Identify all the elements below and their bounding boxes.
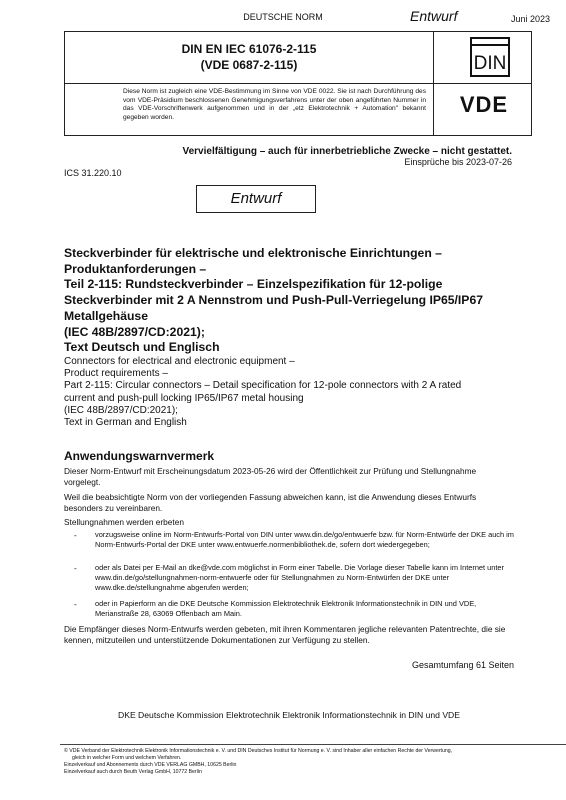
title-english-line: Part 2-115: Circular connectors – Detail specification for 12-pole connectors with 2 A rated <box>64 380 462 392</box>
title-english <box>64 356 514 429</box>
document-number <box>65 41 433 73</box>
din-logo-text: DIN <box>473 53 507 74</box>
document-number-vde: (VDE 0687-2-115) <box>200 58 298 72</box>
title-english-line: Text in German and English <box>64 417 187 429</box>
paragraph-comments-requested: Stellungnahmen werden erbeten <box>64 517 184 527</box>
norm-label: DEUTSCHE NORM <box>243 12 323 22</box>
copyright-line: gleich in welcher Form und welchem Verfahren. <box>72 755 182 761</box>
total-pages: Gesamtumfang 61 Seiten <box>411 660 514 670</box>
title-german-line: Produktanforderungen – <box>64 261 207 276</box>
title-german-line: Text Deutsch und Englisch <box>64 340 220 355</box>
din-logo <box>470 37 510 77</box>
list-bullet: - <box>74 563 77 573</box>
title-english-line: Product requirements – <box>64 368 168 380</box>
list-item-online: vorzugsweise online im Norm-Entwurfs-Portal von DIN unter www.din.de/go/entwuerfe bzw. für Norm-Entwürfe der DKE auch im Norm-Entwurfs-Portal der DKE unter www.entwuerfe.normenbibliothek.de, sofern dort wiedergegeben; <box>95 530 514 549</box>
copyright-notice <box>64 748 566 776</box>
draft-label: Entwurf <box>410 8 458 24</box>
title-german-line: Metallgehäuse <box>64 308 148 323</box>
title-german-line: (IEC 48B/2897/CD:2021); <box>64 324 205 339</box>
box-horizontal-divider <box>65 83 531 84</box>
footer-divider <box>60 744 566 745</box>
title-german-line: Teil 2-115: Rundsteckverbinder – Einzelspezifikation für 12-polige <box>64 277 443 292</box>
title-english-line: (IEC 48B/2897/CD:2021); <box>64 404 178 416</box>
title-german-line: Steckverbinder mit 2 A Nennstrom und Push-Pull-Verriegelung IP65/IP67 <box>64 293 483 308</box>
list-bullet: - <box>74 530 77 540</box>
vde-logo: VDE <box>459 92 509 117</box>
issue-date: Juni 2023 <box>510 14 550 24</box>
document-number-din: DIN EN IEC 61076-2-115 <box>181 42 317 56</box>
footer-organization: DKE Deutsche Kommission Elektrotechnik Elektronik Informationstechnik in DIN und VDE <box>118 710 460 720</box>
vde-notice: Diese Norm ist zugleich eine VDE-Bestimmung im Sinne von VDE 0022. Sie ist nach Durchführung des vom VDE-Präsidium beschlossenen Genehmigungsverfahrens unter der oben angeführten Nummer in das VDE-Vorschriftenwerk aufgenommen und in der „etz Elektrotechnik + Automation" bekannt gegeben worden. <box>123 88 426 121</box>
paragraph-publication: Dieser Norm-Entwurf mit Erscheinungsdatum 2023-05-26 wird der Öffentlichkeit zur Prüfung und Stellungnahme vorgelegt. <box>64 466 477 487</box>
title-german <box>64 246 514 356</box>
title-box <box>64 31 532 136</box>
reproduction-notice: Vervielfältigung – auch für innerbetriebliche Zwecke – nicht gestattet. <box>182 146 512 157</box>
paragraph-deviation: Weil die beabsichtigte Norm von der vorliegenden Fassung abweichen kann, ist die Anwendung dieses Entwurfs besonders zu vereinbaren. <box>64 492 477 513</box>
list-bullet: - <box>74 599 77 609</box>
objections-deadline: Einsprüche bis 2023-07-26 <box>404 157 512 167</box>
application-warning-heading: Anwendungswarnvermerk <box>64 449 215 463</box>
title-english-line: current and push-pull locking IP65/IP67 metal housing <box>64 392 304 404</box>
title-english-line: Connectors for electrical and electronic equipment – <box>64 356 295 367</box>
copyright-line: © VDE Verband der Elektrotechnik Elektronik Informationstechnik e. V. und DIN Deutsches Institut für Normung e. V. sind Inhaber aller einfachen Rechte der Verwertung, <box>64 748 453 754</box>
copyright-line: Einzelverkauf auch durch Beuth Verlag GmbH, 10772 Berlin <box>64 769 202 775</box>
title-german-line: Steckverbinder für elektrische und elektronische Einrichtungen – <box>64 246 442 260</box>
paragraph-patents: Die Empfänger dieses Norm-Entwurfs werden gebeten, mit ihren Kommentaren jegliche relevanten Patentrechte, die sie kennen, mitzuteilen und unterstützende Dokumentationen zur Verfügung zu stellen. <box>64 624 506 645</box>
list-item-paper: oder in Papierform an die DKE Deutsche Kommission Elektrotechnik Elektronik Informationstechnik in DIN und VDE, Merianstraße 28, 63069 Offenbach am Main. <box>95 599 477 618</box>
draft-stamp: Entwurf <box>196 185 316 213</box>
ics-code: ICS 31.220.10 <box>64 168 122 178</box>
list-item-email: oder als Datei per E-Mail an dke@vde.com möglichst in Form einer Tabelle. Die Vorlage dieser Tabelle kann im Internet unter www.din.de/go/stellungnahmen-norm-entwuerfe oder für Stellungnahmen zu Norm-Entwürfen der DKE unter www.dke.de/stellungnahme abgerufen werden; <box>95 563 504 592</box>
copyright-line: Einzelverkauf und Abonnements durch VDE VERLAG GMBH, 10625 Berlin <box>64 762 237 768</box>
